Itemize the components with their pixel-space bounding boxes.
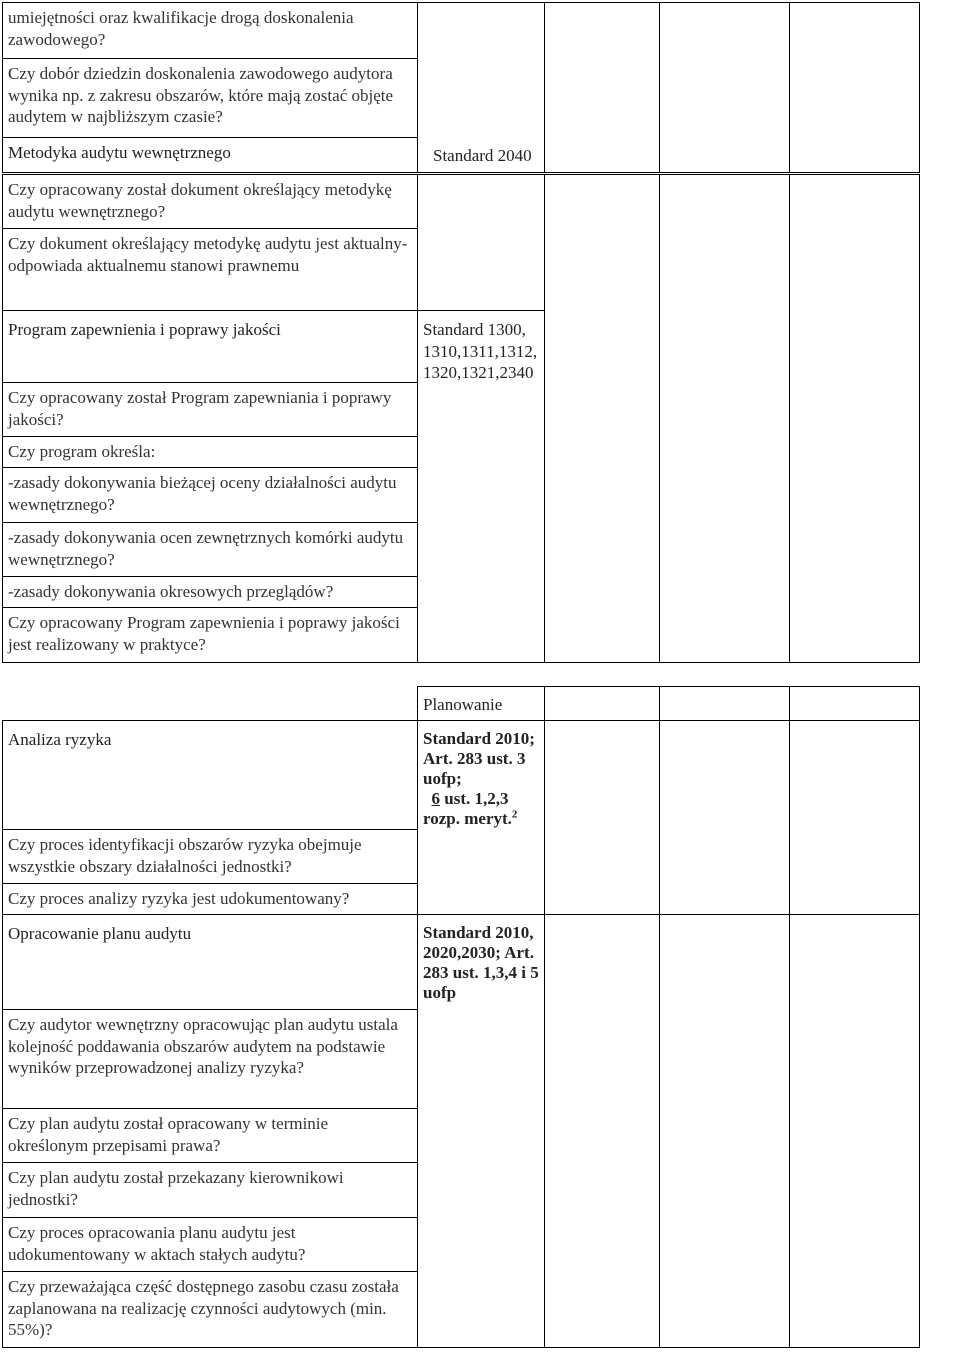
answer-cell[interactable]: [790, 175, 920, 663]
section-heading-row: [3, 687, 920, 721]
section-heading: Opracowanie planu audytu: [8, 924, 192, 943]
standard-line: uofp;: [423, 769, 462, 788]
section-heading-cell: [3, 138, 418, 173]
answer-cell[interactable]: [545, 915, 660, 1348]
table-row: [3, 3, 920, 59]
standard-line: Standard 2010;: [423, 729, 535, 748]
question-text: Czy opracowany został Program zapewniania i poprawy jakości?: [8, 388, 392, 429]
question-cell: [3, 1109, 418, 1163]
question-text: Czy proces analizy ryzyka jest udokumentowany?: [8, 889, 350, 908]
question-text: Czy program określa:: [8, 442, 156, 461]
answer-cell[interactable]: [790, 3, 920, 173]
planning-header: Planowanie: [423, 695, 503, 714]
standard-column: [418, 175, 545, 311]
answer-cell[interactable]: [660, 687, 790, 721]
section-heading-cell: [3, 915, 418, 1010]
question-cell: [3, 175, 418, 229]
question-cell: [3, 1272, 418, 1348]
section-heading-row: [3, 915, 920, 1010]
question-cell: [3, 577, 418, 608]
checklist-table-1b: [2, 174, 920, 663]
question-text: -zasady dokonywania okresowych przeglądów?: [8, 582, 334, 601]
answer-cell[interactable]: [545, 3, 660, 173]
question-cell: [3, 523, 418, 577]
standard-cell: [418, 721, 545, 915]
standard-line: [423, 809, 539, 829]
question-cell: [3, 884, 418, 915]
question-cell: [3, 1163, 418, 1218]
question-cell: [3, 3, 418, 59]
section-heading: Analiza ryzyka: [8, 730, 112, 749]
section-standard-label: Standard 2010, 2020,2030; Art. 283 ust. 1,3,4 i 5 uofp: [423, 923, 539, 1002]
question-text: -zasady dokonywania ocen zewnętrznych komórki audytu wewnętrznego?: [8, 528, 404, 569]
answer-cell[interactable]: [545, 687, 660, 721]
answer-cell[interactable]: [790, 915, 920, 1348]
answer-cell[interactable]: [545, 175, 660, 663]
question-text: Czy plan audytu został opracowany w terminie określonym przepisami prawa?: [8, 1114, 329, 1155]
question-text: -zasady dokonywania bieżącej oceny działalności audytu wewnętrznego?: [8, 473, 397, 514]
question-text: umiejętności oraz kwalifikacje drogą doskonalenia zawodowego?: [8, 8, 354, 49]
standard-underlined: 6: [431, 789, 440, 808]
standard-cell: [418, 311, 545, 663]
question-cell: [3, 59, 418, 138]
table-row: [3, 175, 920, 229]
question-text: Czy dobór dziedzin doskonalenia zawodowego audytora wynika np. z zakresu obszarów, które mają zostać objęte audytem w najbliższym czasie?: [8, 64, 394, 126]
question-text: Czy przeważająca część dostępnego zasobu czasu została zaplanowana na realizację czynności audytowych (min. 55%)?: [8, 1277, 399, 1339]
standard-text: rozp. meryt.: [423, 809, 512, 828]
section-heading-cell: [3, 721, 418, 830]
section-heading: Metodyka audytu wewnętrznego: [8, 143, 231, 162]
answer-cell[interactable]: [660, 915, 790, 1348]
footnote-mark: 2: [511, 808, 518, 821]
question-cell: [3, 437, 418, 468]
section-heading-row: [3, 721, 920, 830]
question-text: Czy dokument określający metodykę audytu jest aktualny- odpowiada aktualnemu stanowi prawnemu: [8, 234, 408, 275]
question-cell: [3, 830, 418, 884]
standard-line: Art. 283 ust. 3: [423, 749, 526, 768]
answer-cell[interactable]: [660, 721, 790, 915]
question-text: Czy audytor wewnętrzny opracowując plan audytu ustala kolejność poddawania obszarów audytem na podstawie wyników przeprowadzonej analizy ryzyka?: [8, 1015, 398, 1077]
answer-cell[interactable]: [790, 687, 920, 721]
answer-cell[interactable]: [660, 175, 790, 663]
section-standard-label: Standard 1300, 1310,1311,1312, 1320,1321,2340: [423, 320, 538, 382]
empty-cell: [3, 687, 418, 721]
planning-header-cell: [418, 687, 545, 721]
standard-cell: [418, 915, 545, 1348]
question-cell: [3, 1010, 418, 1109]
question-text: Czy plan audytu został przekazany kierownikowi jednostki?: [8, 1168, 344, 1209]
question-cell: [3, 229, 418, 311]
question-text: Czy proces identyfikacji obszarów ryzyka obejmuje wszystkie obszary działalności jednostki?: [8, 835, 362, 876]
answer-cell[interactable]: [660, 3, 790, 173]
answer-cell[interactable]: [790, 721, 920, 915]
standard-line: [423, 789, 539, 809]
checklist-table-2: [2, 686, 920, 1348]
section-heading-cell: [3, 311, 418, 383]
section-heading: Program zapewnienia i poprawy jakości: [8, 320, 281, 339]
question-text: Czy opracowany został dokument określający metodykę audytu wewnętrznego?: [8, 180, 392, 221]
section-standard-label: Standard 2040: [433, 146, 532, 165]
question-text: Czy opracowany Program zapewnienia i poprawy jakości jest realizowany w praktyce?: [8, 613, 400, 654]
question-text: Czy proces opracowania planu audytu jest udokumentowany w aktach stałych audytu?: [8, 1223, 306, 1264]
question-cell: [3, 1218, 418, 1272]
answer-cell[interactable]: [545, 721, 660, 915]
question-cell: [3, 383, 418, 437]
question-cell: [3, 468, 418, 523]
question-cell: [3, 608, 418, 663]
standard-text: ust. 1,2,3: [440, 789, 509, 808]
